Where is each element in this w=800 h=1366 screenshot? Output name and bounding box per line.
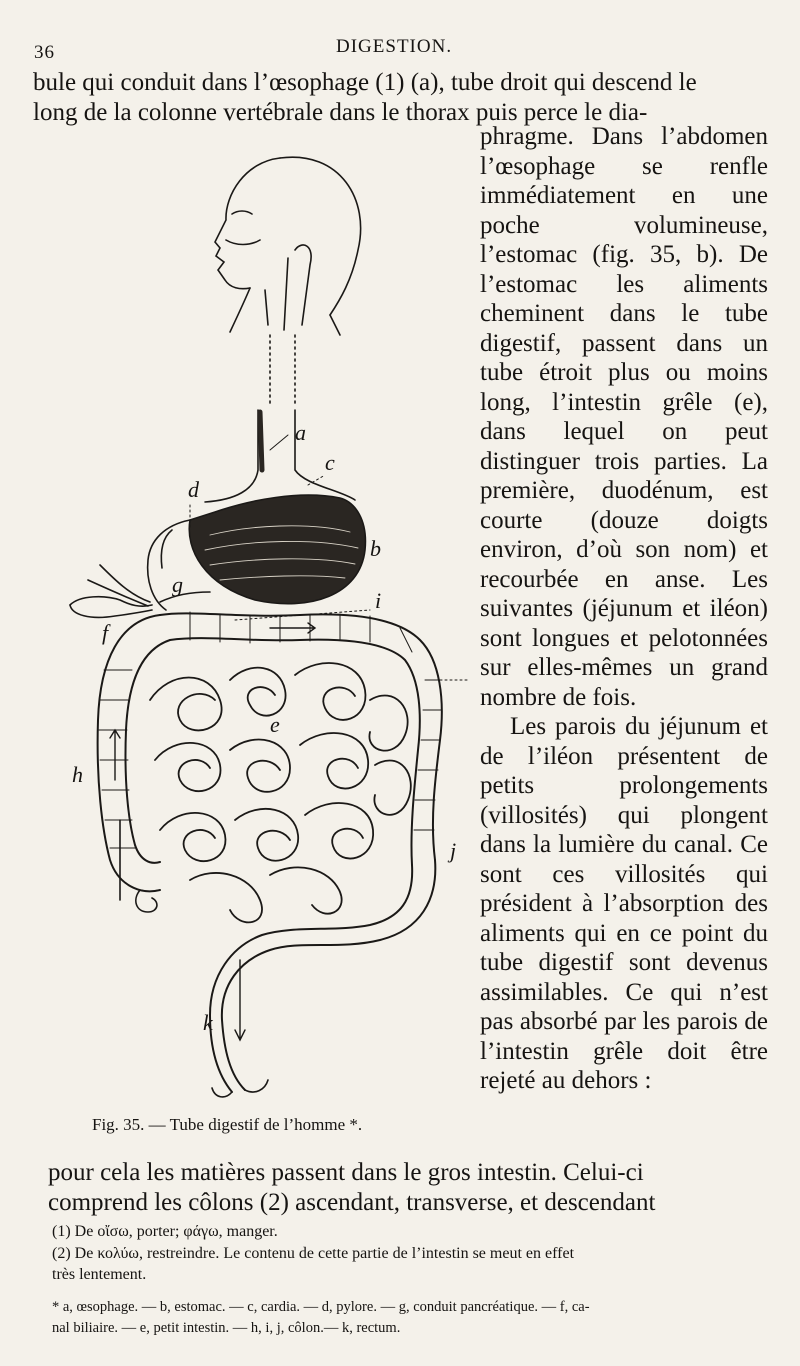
label-k: k — [203, 1010, 213, 1035]
label-j: j — [450, 838, 457, 863]
footnote-1: (1) De οἴσω, porter; φάγω, manger. — [52, 1223, 278, 1240]
label-g: g — [172, 572, 183, 597]
paragraph-2: Les parois du jéjunum et de l’iléon présentent de petits prolongements (villosités) qui plongent dans la lumière du canal. Ce sont ces villosités qui président à l’absorption des aliments qui en ce point du tube digestif sont devenus assimilables. Ce qui n’est pas absorbé par les parois de l’intestin grêle doit être rejeté au dehors : — [480, 713, 768, 1094]
footnote-3: très lentement. — [52, 1266, 147, 1283]
body-line-1: bule qui conduit dans l’œsophage (1) (a), tube droit qui descend le — [33, 69, 697, 96]
figure-legend-1: * a, œsophage. — b, estomac. — c, cardia. — d, pylore. — g, conduit pancréatique. — f, ca- — [52, 1299, 590, 1315]
label-a: a — [295, 420, 306, 445]
label-i: i — [375, 588, 382, 613]
label-h: h — [72, 762, 83, 787]
body-line-bottom-1: pour cela les matières passent dans le gros intestin. Celui-ci — [48, 1159, 644, 1186]
label-b: b — [370, 536, 381, 561]
label-f: f — [102, 620, 109, 645]
wrapped-text-column — [480, 122, 768, 1096]
figure-caption: Fig. 35. — Tube digestif de l’homme *. — [92, 1115, 363, 1134]
body-line-2: long de la colonne vertébrale dans le thorax puis perce le dia- — [33, 99, 648, 126]
label-d: d — [188, 477, 199, 502]
label-e: e — [270, 712, 280, 737]
digestive-tract-figure — [40, 140, 480, 1120]
paragraph-1: phragme. Dans l’abdomen l’œsophage se renfle immédiatement en une poche volumineuse, l’estomac (fig. 35, b). De l’estomac les aliments cheminent dans le tube digestif, passent dans un tube étroit plus ou moins long, l’intestin grêle (e), dans lequel on peut distinguer trois parties. La première, duodénum, est courte (douze doigts environ, d’où son nom) et recourbée en anse. Les suivantes (jéjunum et iléon) sont longues et pelotonnées sur elles-mêmes un grand nombre de fois. — [480, 123, 768, 711]
running-title: DIGESTION. — [336, 36, 453, 57]
figure-legend-2: nal biliaire. — e, petit intestin. — h, i, j, côlon.— k, rectum. — [52, 1320, 401, 1336]
footnote-2: (2) De κολύω, restreindre. Le contenu de cette partie de l’intestin se meut en effet — [52, 1245, 575, 1262]
page-number: 36 — [34, 42, 55, 63]
body-line-bottom-2: comprend les côlons (2) ascendant, transverse, et descendant — [48, 1189, 656, 1216]
label-c: c — [325, 450, 335, 475]
